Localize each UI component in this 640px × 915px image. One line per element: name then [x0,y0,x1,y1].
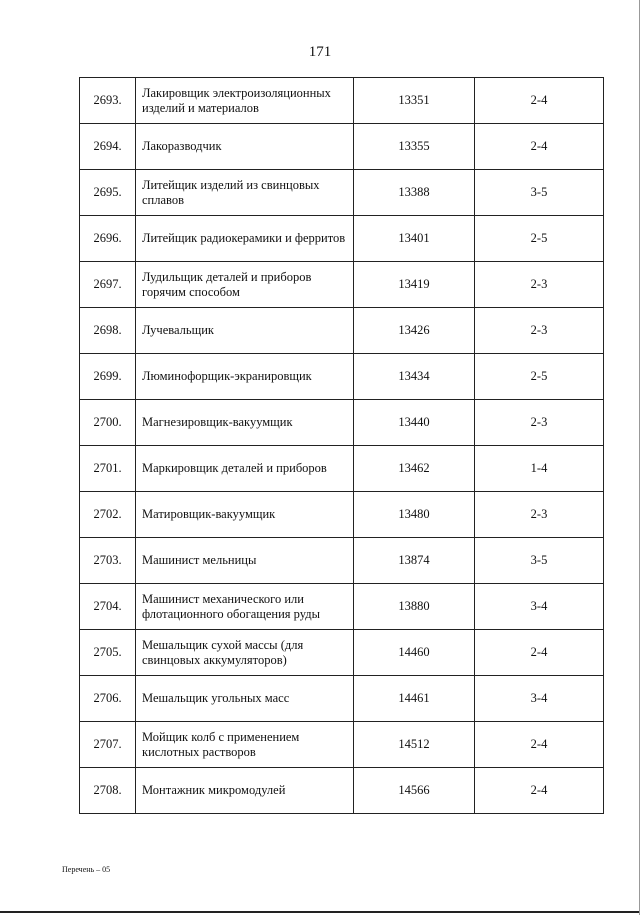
profession-name-cell: Магнезировщик-вакуумщик [136,400,354,446]
grade-range-cell: 2-3 [475,492,604,538]
profession-name-cell: Лакировщик электроизоляционных изделий и материалов [136,78,354,124]
grade-range-cell: 3-4 [475,676,604,722]
profession-code-cell: 13426 [354,308,475,354]
row-number-cell: 2702. [80,492,136,538]
row-number-cell: 2703. [80,538,136,584]
profession-code-cell: 13874 [354,538,475,584]
table-row [80,308,604,354]
profession-name-cell: Маркировщик деталей и приборов [136,446,354,492]
grade-range-cell: 3-4 [475,584,604,630]
profession-name-cell: Мешальщик угольных масс [136,676,354,722]
profession-code-cell: 14461 [354,676,475,722]
row-number-cell: 2695. [80,170,136,216]
profession-code-cell: 13388 [354,170,475,216]
row-number-cell: 2704. [80,584,136,630]
table-row [80,584,604,630]
footer-label: Перечень – 05 [62,865,111,874]
table-row [80,676,604,722]
profession-name-cell: Литейщик радиокерамики и ферритов [136,216,354,262]
profession-code-cell: 13480 [354,492,475,538]
grade-range-cell: 2-5 [475,354,604,400]
table-body [80,78,604,814]
profession-name-cell: Литейщик изделий из свинцовых сплавов [136,170,354,216]
profession-name-cell: Мойщик колб с применением кислотных растворов [136,722,354,768]
table-row [80,78,604,124]
row-number-cell: 2700. [80,400,136,446]
bottom-edge-line [0,911,640,913]
row-number-cell: 2708. [80,768,136,814]
row-number-cell: 2705. [80,630,136,676]
profession-name-cell: Люминофорщик-экранировщик [136,354,354,400]
profession-code-cell: 13355 [354,124,475,170]
row-number-cell: 2706. [80,676,136,722]
profession-name-cell: Лучевальщик [136,308,354,354]
table-row [80,630,604,676]
table-row [80,446,604,492]
row-number-cell: 2696. [80,216,136,262]
table-row [80,262,604,308]
profession-name-cell: Машинист мельницы [136,538,354,584]
table-row [80,768,604,814]
table-row [80,124,604,170]
profession-code-cell: 14566 [354,768,475,814]
profession-code-cell: 13351 [354,78,475,124]
grade-range-cell: 3-5 [475,538,604,584]
grade-range-cell: 2-4 [475,630,604,676]
row-number-cell: 2707. [80,722,136,768]
grade-range-cell: 1-4 [475,446,604,492]
row-number-cell: 2697. [80,262,136,308]
profession-name-cell: Лакоразводчик [136,124,354,170]
grade-range-cell: 3-5 [475,170,604,216]
table-row [80,170,604,216]
profession-code-cell: 14512 [354,722,475,768]
profession-name-cell: Монтажник микромодулей [136,768,354,814]
grade-range-cell: 2-4 [475,78,604,124]
table-row [80,354,604,400]
row-number-cell: 2698. [80,308,136,354]
professions-table [79,77,604,814]
row-number-cell: 2694. [80,124,136,170]
grade-range-cell: 2-4 [475,768,604,814]
table-row [80,722,604,768]
grade-range-cell: 2-5 [475,216,604,262]
table-row [80,492,604,538]
profession-name-cell: Машинист механического или флотационного обогащения руды [136,584,354,630]
grade-range-cell: 2-4 [475,124,604,170]
profession-code-cell: 13462 [354,446,475,492]
profession-code-cell: 13401 [354,216,475,262]
grade-range-cell: 2-3 [475,308,604,354]
profession-name-cell: Матировщик-вакуумщик [136,492,354,538]
grade-range-cell: 2-3 [475,262,604,308]
row-number-cell: 2699. [80,354,136,400]
profession-code-cell: 13419 [354,262,475,308]
profession-code-cell: 13440 [354,400,475,446]
profession-code-cell: 14460 [354,630,475,676]
table-row [80,538,604,584]
row-number-cell: 2693. [80,78,136,124]
row-number-cell: 2701. [80,446,136,492]
page-number: 171 [308,44,332,60]
grade-range-cell: 2-4 [475,722,604,768]
profession-code-cell: 13434 [354,354,475,400]
profession-name-cell: Мешальщик сухой массы (для свинцовых аккумуляторов) [136,630,354,676]
profession-name-cell: Лудильщик деталей и приборов горячим способом [136,262,354,308]
table-row [80,400,604,446]
profession-code-cell: 13880 [354,584,475,630]
grade-range-cell: 2-3 [475,400,604,446]
table-row [80,216,604,262]
